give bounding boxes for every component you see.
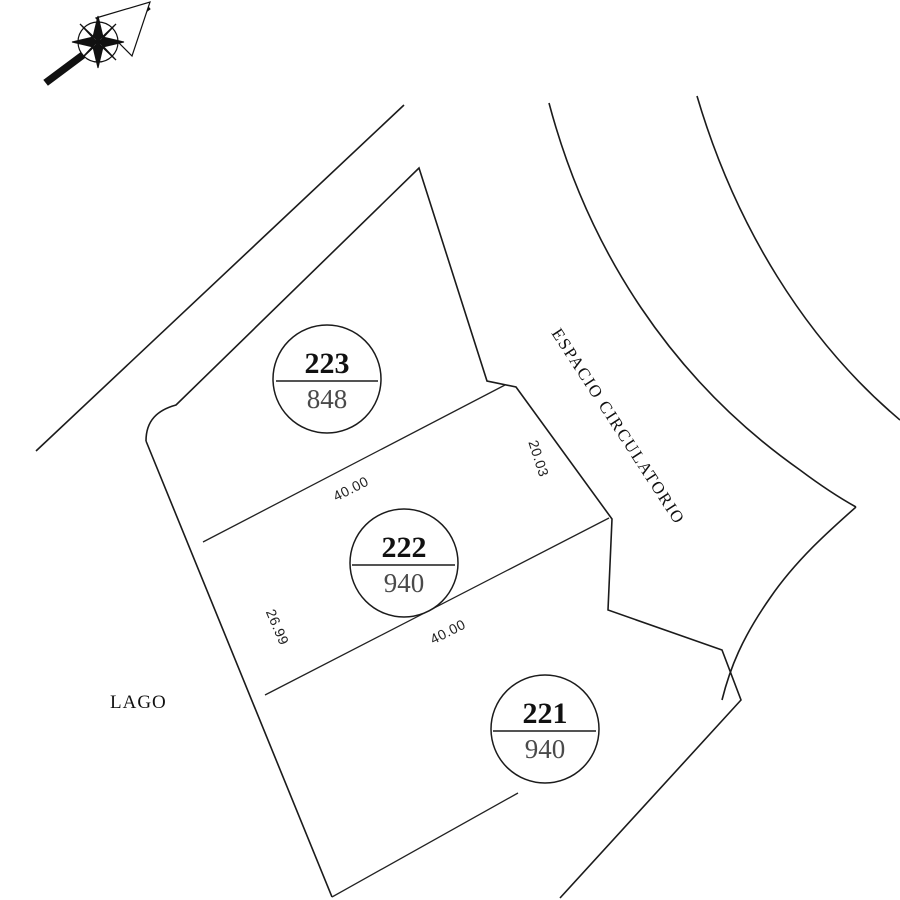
lot-marker-223[interactable]	[273, 325, 381, 433]
lot-area-221: 940	[524, 734, 566, 764]
lot-area-223: 848	[306, 384, 348, 414]
street-label-espacio-circulatorio: ESPACIO CIRCULATORIO	[547, 324, 689, 528]
lot-number-223: 223	[304, 347, 350, 380]
lot-marker-221[interactable]	[491, 675, 599, 783]
dimension-40-north: 40.00	[330, 472, 372, 505]
lot-number-222: 222	[381, 531, 427, 564]
dimension-20-03: 20.03	[525, 438, 553, 479]
north-arrow-compass	[44, 2, 150, 85]
lot-number-221: 221	[522, 697, 568, 730]
dimension-40-south: 40.00	[427, 615, 469, 648]
dimension-26-99: 26.99	[262, 606, 293, 648]
lot-area-222: 940	[383, 568, 425, 598]
lot-marker-222[interactable]	[350, 509, 458, 617]
place-label-lago: LAGO	[110, 692, 167, 713]
